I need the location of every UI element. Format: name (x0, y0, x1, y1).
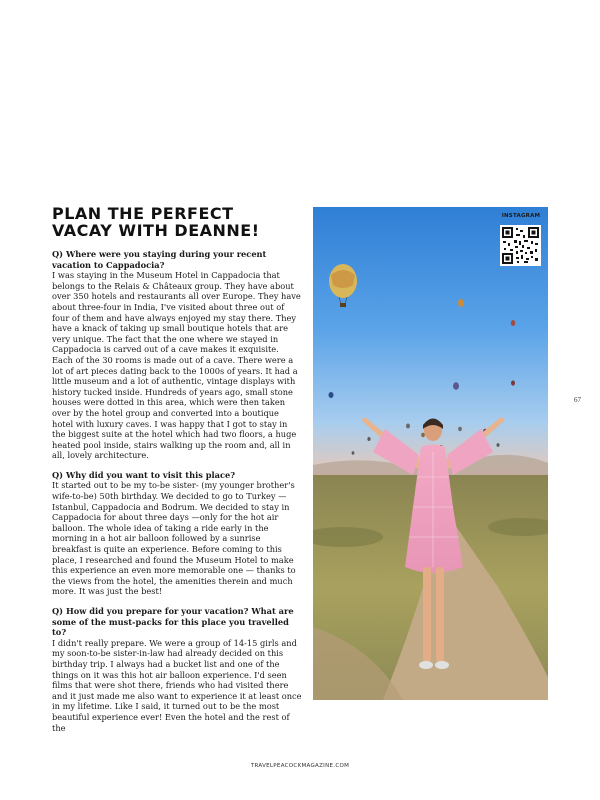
question: Q) Why did you want to visit this place? (52, 469, 236, 480)
qa-block (52, 470, 302, 597)
balloon-scene-illustration (313, 207, 548, 700)
answer: I didn't really prepare. We were a group of 14-15 girls and my soon-to-be sister-in-law had already decided on this birthday trip. I always had a bucket list and one of the things on it was this hot air balloon experience. I'd seen films that were shot there, friends who had visited there and it just made me also want to experience it at least once in my lifetime. Like I said, it turned out to be the most beautiful experience ever! Even the hotel and the rest of the (52, 637, 302, 733)
answer: I was staying in the Museum Hotel in Cappadocia that belongs to the Relais & Châteaux group. They have about over 350 hotels and restaurants all over Europe. They have about three-four in India, I've visited about three out of four of them and have always enjoyed my stay there. They have a knack of taking up small boutique hotels that are very unique. The fact that the one where we stayed in Cappadocia is carved out of a cave makes it exquisite. Each of the 30 rooms is made out of a cave. There were a lot of art pieces dating back to the 1000s of years. It had a little museum and a lot of authentic, vintage displays with history tucked inside. Hundreds of years ago, small stone houses were dotted in this area, which were then taken over by the hotel group and converted into a boutique hotel with luxury caves. I was happy that I got to stay in the biggest suite at the hotel which had two floors, a huge heated pool inside, stairs walking up the room and, all in all, lovely architecture. (52, 270, 301, 461)
article-headline (52, 205, 302, 239)
instagram-label: INSTAGRAM (501, 213, 541, 219)
qr-code-icon[interactable] (500, 225, 541, 266)
question: Q) Where were you staying during your recent vacation to Cappadocia? (52, 249, 267, 270)
headline-line-1: PLAN THE PERFECT (52, 204, 234, 223)
qa-block (52, 249, 302, 461)
hero-photo (313, 207, 548, 700)
headline-line-2: VACAY WITH DEANNE! (52, 221, 260, 240)
answer: It started out to be my to-be sister- (my younger brother's wife-to-be) 50th birthday. We decided to go to Turkey — Istanbul, Cappadocia and Bodrum. We decided to stay in Cappadocia for about three days —only for the hot air balloon. The whole idea of taking a ride early in the morning in a hot air balloon followed by a sunrise breakfast is quite an experience. Before coming to this place, I researched and found the Museum Hotel to make this experience an even more memorable one — thanks to the views from the hotel, the amenities therein and much more. It was just the best! (52, 480, 296, 597)
footer-website[interactable]: TRAVELPEACOCKMAGAZINE.COM (250, 763, 350, 769)
page-number: 67 (574, 396, 581, 404)
article-body (52, 249, 302, 754)
qa-block (52, 606, 302, 733)
question: Q) How did you prepare for your vacation? What are some of the must-packs for this place you travelled to? (52, 606, 294, 638)
